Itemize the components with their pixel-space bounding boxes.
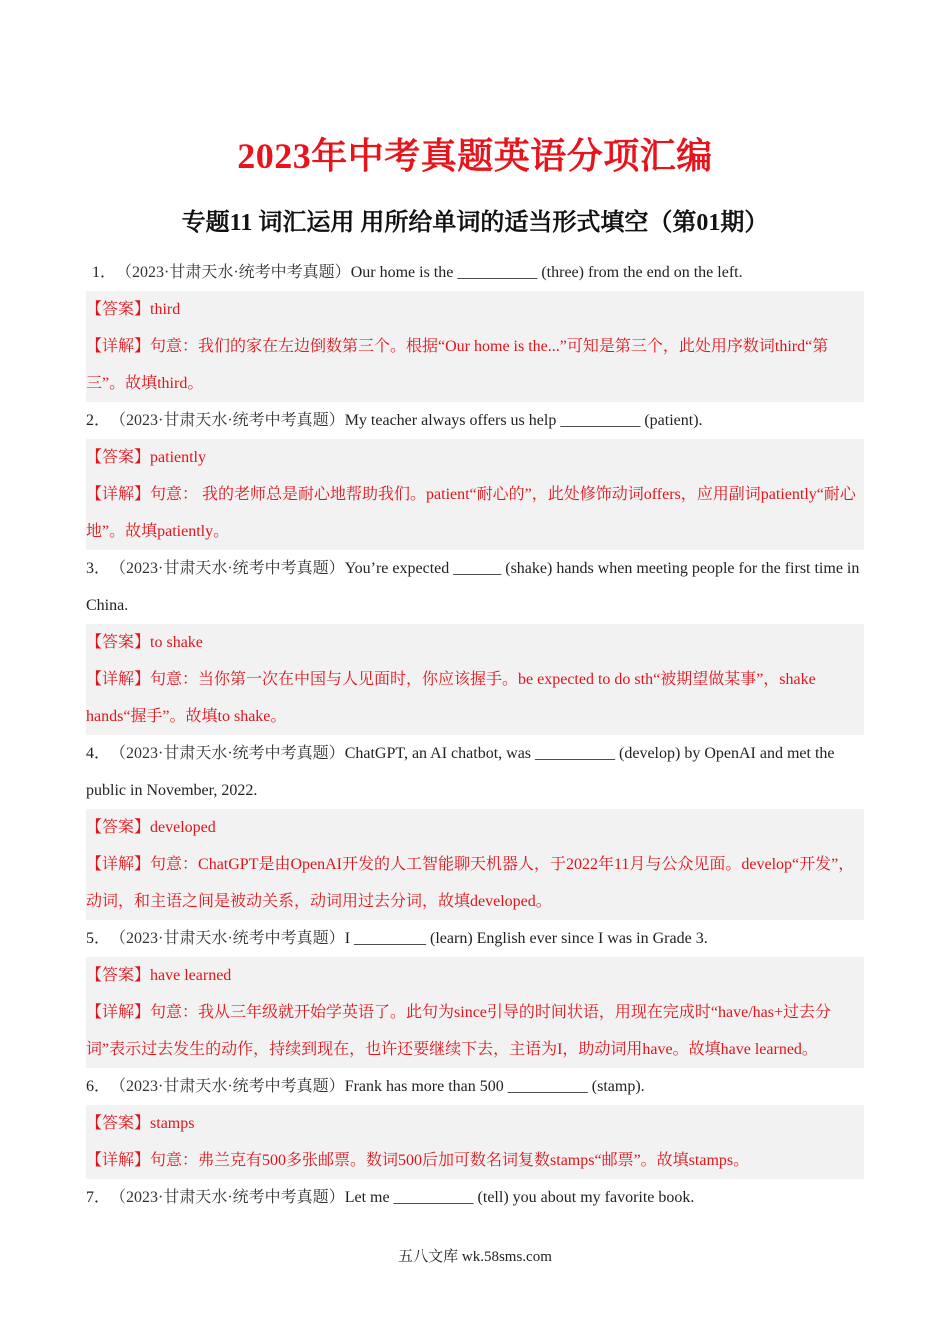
question-item	[86, 735, 864, 809]
detail-line	[86, 476, 864, 550]
answer-box	[86, 291, 864, 402]
detail-text: 句意：弗兰克有500多张邮票。数词500后加可数名词复数stamps“邮票”。故填stamps。	[150, 1152, 750, 1169]
question-number: 6．	[86, 1078, 111, 1095]
main-title: 2023年中考真题英语分项汇编	[237, 136, 713, 176]
answer-text: third	[150, 301, 181, 318]
detail-line	[86, 1142, 864, 1179]
question-source: （2023·甘肃天水·统考中考真题）	[110, 745, 345, 762]
answer-text: to shake	[150, 634, 203, 651]
question-item	[86, 1068, 864, 1105]
detail-line	[86, 994, 864, 1068]
answer-line	[86, 291, 864, 328]
question-list	[86, 254, 864, 1216]
answer-line	[86, 809, 864, 846]
question-source: （2023·甘肃天水·统考中考真题）	[110, 930, 345, 947]
detail-label: 【详解】	[86, 1004, 151, 1021]
question-number: 3．	[86, 560, 111, 577]
question-text: ChatGPT, an AI chatbot, was __________ (develop) by OpenAI and met the public in November, 2022.	[86, 745, 835, 799]
detail-line	[86, 661, 864, 735]
answer-label: 【答案】	[86, 449, 151, 466]
answer-label: 【答案】	[86, 1115, 151, 1132]
question-item	[86, 550, 864, 624]
answer-text: patiently	[150, 449, 206, 466]
answer-box	[86, 1105, 864, 1179]
question-number: 2．	[86, 412, 111, 429]
detail-label: 【详解】	[86, 486, 151, 503]
question-source: （2023·甘肃天水·统考中考真题）	[110, 1189, 345, 1206]
question-item	[86, 254, 864, 291]
detail-label: 【详解】	[86, 338, 151, 355]
detail-text: 句意：当你第一次在中国与人见面时，你应该握手。be expected to do sth“被期望做某事”，shake hands“握手”。故填to shake。	[86, 671, 816, 725]
answer-text: stamps	[150, 1115, 195, 1132]
detail-text: 句意：ChatGPT是由OpenAI开发的人工智能聊天机器人，于2022年11月与公众见面。develop“开发”，动词，和主语之间是被动关系，动词用过去分词，故填developed。	[86, 856, 855, 910]
detail-text: 句意：我从三年级就开始学英语了。此句为since引导的时间状语，用现在完成时“have/has+过去分词”表示过去发生的动作，持续到现在，也许还要继续下去，主语为I，助动词用have。故填have learned。	[86, 1004, 831, 1058]
detail-label: 【详解】	[86, 856, 151, 873]
sub-title: 专题11 词汇运用 用所给单词的适当形式填空（第01期）	[181, 210, 769, 236]
answer-line	[86, 439, 864, 476]
question-source: （2023·甘肃天水·统考中考真题）	[110, 412, 345, 429]
question-number: 5．	[86, 930, 111, 947]
detail-label: 【详解】	[86, 671, 151, 688]
question-text: Let me __________ (tell) you about my favorite book.	[344, 1189, 695, 1206]
question-item	[86, 1179, 864, 1216]
question-source: （2023·甘肃天水·统考中考真题）	[110, 560, 345, 577]
question-text: Our home is the __________ (three) from the end on the left.	[350, 264, 743, 281]
answer-line	[86, 1105, 864, 1142]
detail-text: 句意：我们的家在左边倒数第三个。根据“Our home is the...”可知是第三个，此处用序数词third“第三”。故填third。	[86, 338, 829, 392]
question-text: You’re expected ______ (shake) hands when meeting people for the first time in China.	[86, 560, 860, 614]
answer-box	[86, 809, 864, 920]
answer-line	[86, 624, 864, 661]
question-number: 1．	[92, 264, 117, 281]
question-text: Frank has more than 500 __________ (stamp).	[344, 1078, 645, 1095]
answer-text: have learned	[150, 967, 232, 984]
question-number: 7．	[86, 1189, 111, 1206]
question-text: I _________ (learn) English ever since I was in Grade 3.	[344, 930, 708, 947]
detail-line	[86, 846, 864, 920]
question-item	[86, 920, 864, 957]
answer-box	[86, 624, 864, 735]
answer-label: 【答案】	[86, 634, 151, 651]
question-item	[86, 402, 864, 439]
question-number: 4．	[86, 745, 111, 762]
answer-box	[86, 957, 864, 1068]
answer-label: 【答案】	[86, 819, 151, 836]
answer-label: 【答案】	[86, 301, 151, 318]
answer-box	[86, 439, 864, 550]
answer-label: 【答案】	[86, 967, 151, 984]
detail-text: 句意： 我的老师总是耐心地帮助我们。patient“耐心的”，此处修饰动词offers，应用副词patiently“耐心地”。故填patiently。	[86, 486, 856, 540]
answer-line	[86, 957, 864, 994]
answer-text: developed	[150, 819, 216, 836]
question-source: （2023·甘肃天水·统考中考真题）	[110, 1078, 345, 1095]
detail-label: 【详解】	[86, 1152, 151, 1169]
page-footer: 五八文库 wk.58sms.com	[398, 1249, 552, 1265]
detail-line	[86, 328, 864, 402]
question-text: My teacher always offers us help __________ (patient).	[344, 412, 703, 429]
question-source: （2023·甘肃天水·统考中考真题）	[116, 264, 351, 281]
